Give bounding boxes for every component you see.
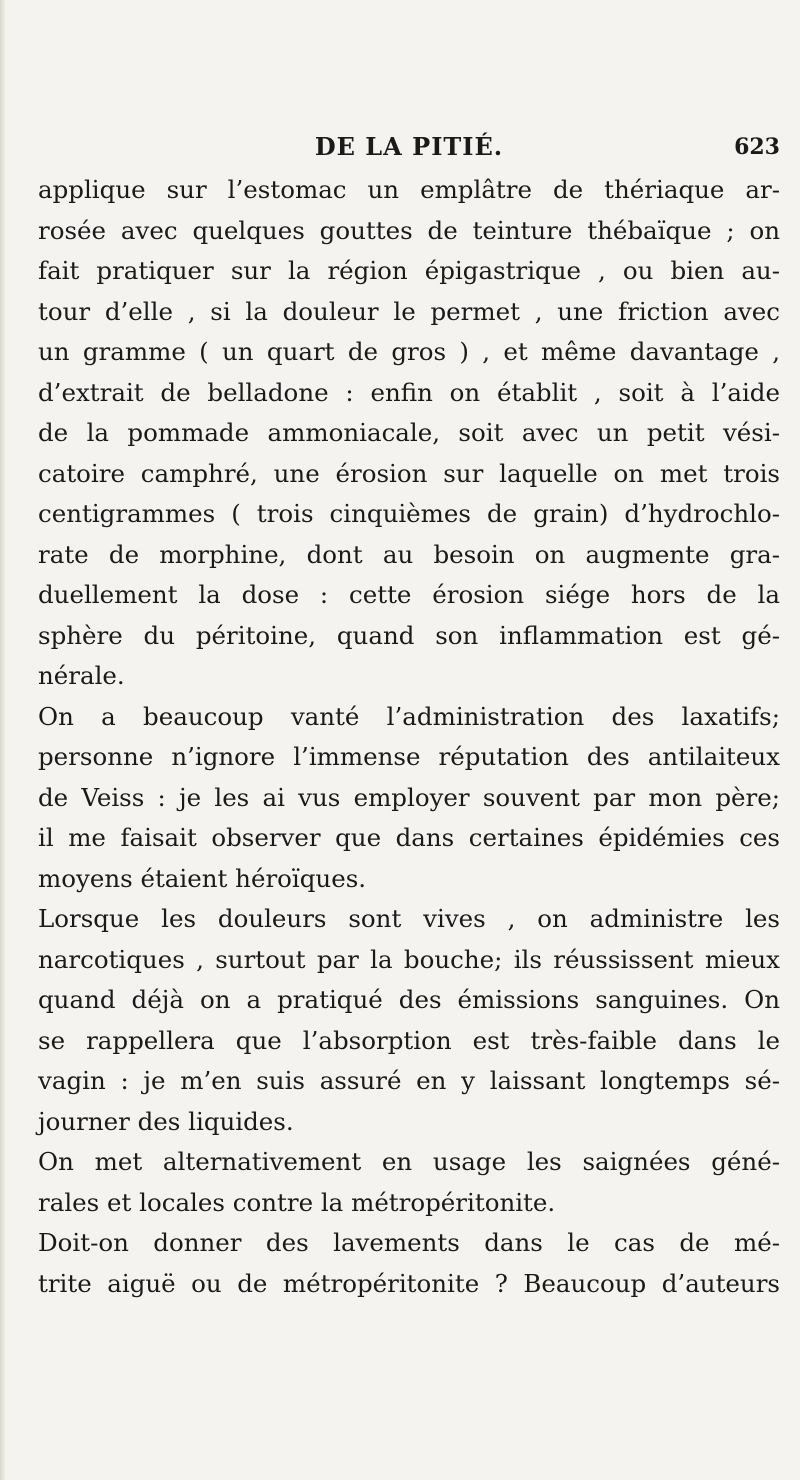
text-line: personne n’ignore l’immense réputation des antilaiteux: [38, 742, 780, 771]
text-line: sphère du péritoine, quand son inflammation est gé-: [38, 620, 780, 650]
text-line: de Veiss : je les ai vus employer souvent par mon père;: [38, 782, 780, 812]
text-line: se rappellera que l’absorption est très-faible dans le: [38, 1025, 780, 1055]
running-title: DE LA PITIÉ.: [314, 132, 504, 161]
text-line: rales et locales contre la métropéritonite.: [38, 1187, 556, 1217]
body-text: [38, 170, 780, 1304]
text-line: d’extrait de belladone : enfin on établit , soit à l’aide: [38, 377, 780, 407]
text-line: fait pratiquer sur la région épigastrique , ou bien au-: [38, 256, 780, 285]
running-header: [38, 132, 780, 172]
text-line: Lorsque les douleurs sont vives , on administre les: [38, 904, 780, 933]
text-line: il me faisait observer que dans certaines épidémies ces: [38, 823, 780, 852]
text-line: tour d’elle , si la douleur le permet , une friction avec: [38, 296, 780, 326]
text-line: Doit-on donner des lavements dans le cas de mé-: [38, 1228, 780, 1257]
page-edge-shadow: [0, 0, 6, 1480]
text-line: rate de morphine, dont au besoin on augmente gra-: [38, 539, 780, 569]
text-line: applique sur l’estomac un emplâtre de thériaque ar-: [38, 175, 780, 204]
text-line: quand déjà on a pratiqué des émissions sanguines. On: [38, 985, 780, 1014]
text-line: vagin : je m’en suis assuré en y laissant longtemps sé-: [38, 1066, 780, 1095]
text-line: un gramme ( un quart de gros ) , et même davantage ,: [38, 337, 780, 366]
text-line: nérale.: [38, 661, 125, 690]
text-line: catoire camphré, une érosion sur laquelle on met trois: [38, 458, 780, 488]
text-line: duellement la dose : cette érosion siége hors de la: [38, 580, 780, 609]
text-line: moyens étaient héroïques.: [38, 863, 367, 893]
text-line: trite aiguë ou de métropéritonite ? Beaucoup d’auteurs: [38, 1268, 780, 1298]
text-line: centigrammes ( trois cinquièmes de grain) d’hydrochlo-: [38, 499, 780, 528]
text-line: On met alternativement en usage les saignées géné-: [38, 1147, 780, 1176]
text-line: On a beaucoup vanté l’administration des laxatifs;: [38, 701, 780, 731]
page-number: 623: [734, 134, 780, 160]
text-line: narcotiques , surtout par la bouche; ils réussissent mieux: [38, 944, 780, 974]
text-line: journer des liquides.: [38, 1106, 294, 1136]
text-line: de la pommade ammoniacale, soit avec un petit vési-: [38, 418, 780, 447]
text-line: rosée avec quelques gouttes de teinture thébaïque ; on: [38, 215, 780, 245]
